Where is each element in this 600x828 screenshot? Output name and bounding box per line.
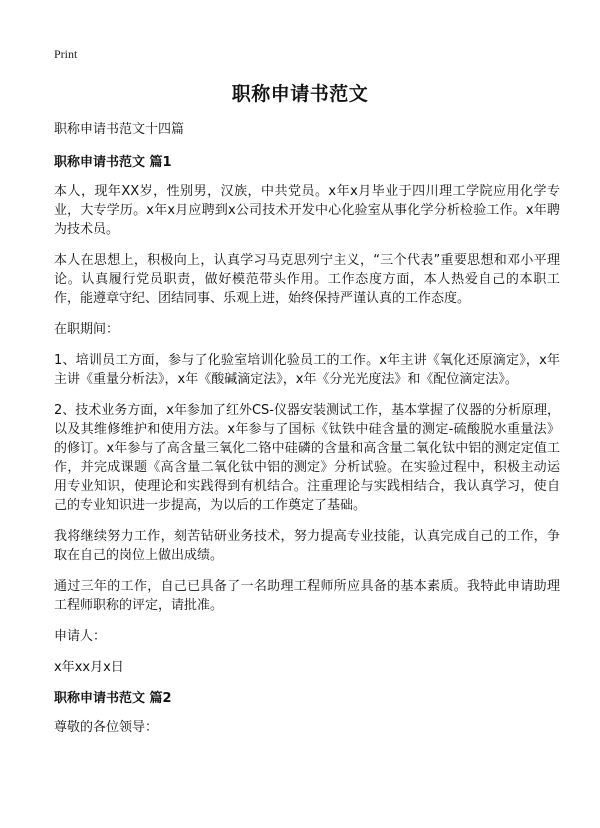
application-date: x年xx月x日 (54, 660, 124, 675)
paragraph-1: 本人，现年XX岁，性别男，汉族，中共党员。x年x月毕业于四川理工学院应用化学专业，大专学历。x年x月应聘到x公司技术开发中心化验室从事化学分析检验工作。x年聘为技术员。 (54, 184, 560, 237)
greeting: 尊敬的各位领导： (54, 720, 159, 735)
section-heading-1: 职称申请书范文 篇1 (54, 155, 172, 170)
section-heading-2: 职称申请书范文 篇2 (54, 691, 172, 706)
paragraph-3: 在职期间： (54, 322, 120, 337)
document-body (54, 120, 560, 749)
page-title: 职称申请书范文 (231, 83, 369, 105)
paragraph-4: 1、培训员工方面，参与了化验室培训化验员工的工作。x年主讲《氧化还原滴定》，x年主讲《重量分析法》，x年《酸碱滴定法》，x年《分光光度法》和《配位滴定法》。 (54, 353, 560, 387)
paragraph-7: 通过三年的工作，自己已具备了一名助理工程师所应具备的基本素质。我特此申请助理工程师职称的评定，请批准。 (54, 579, 560, 613)
document-subtitle: 职称申请书范文十四篇 (54, 122, 185, 137)
paragraph-5: 2、技术业务方面，x年参加了红外CS-仪器安装测试工作，基本掌握了仪器的分析原理，以及其维修维护和使用方法。x年参与了国标《钛铁中硅含量的测定-硫酸脱水重量法》的修订。x年参与了高含量三氧化二铬中硅磷的含量和高含量二氧化钛中铝的测定定值工作，并完成课题《高含量二氧化钛中铝的测定》分析试验。在实验过程中，积极主动运用专业知识，使理论和实践得到有机结合。注重理论与实践相结合，我认真学习，使自己的专业知识进一步提高，为以后的工作奠定了基础。 (54, 403, 560, 513)
paragraph-2: 本人在思想上，积极向上，认真学习马克思列宁主义，“三个代表”重要思想和邓小平理论。认真履行党员职责，做好模范带头作用。工作态度方面，本人热爱自己的本职工作，能遵章守纪、团结同事、乐观上进，始终保持严谨认真的工作态度。 (54, 253, 560, 306)
applicant-label: 申请人： (54, 629, 107, 644)
print-label: Print (54, 47, 78, 61)
paragraph-6: 我将继续努力工作，刻苦钻研业务技术，努力提高专业技能，认真完成自己的工作，争取在自己的岗位上做出成绩。 (54, 529, 560, 563)
